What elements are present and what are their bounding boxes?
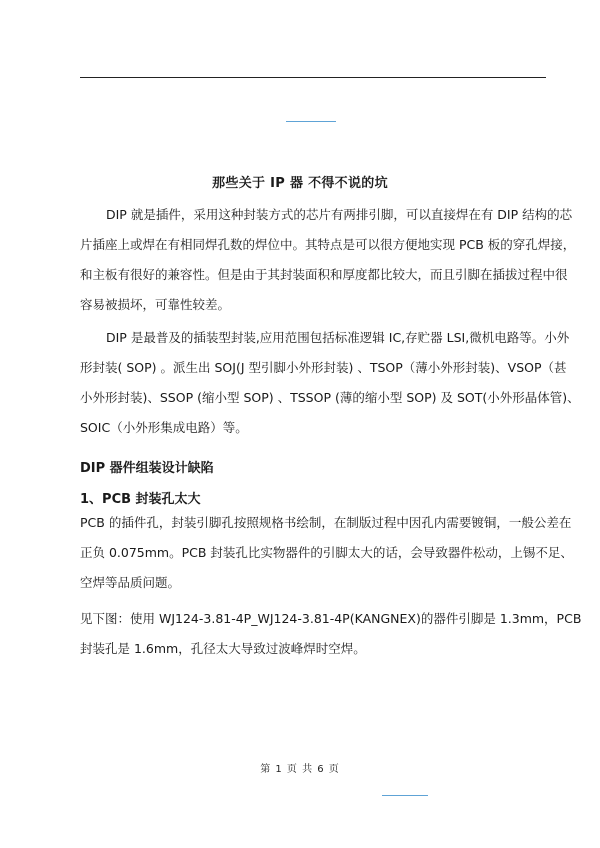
text-line: 形封装( SOP) 。派生出 SOJ(J 型引脚小外形封装) 、TSOP（薄小外形封装)、VSOP（甚 [80, 360, 567, 375]
text-line: 和主板有很好的兼容性。但是由于其封装面积和厚度都比较大，而且引脚在插拔过程中很 [80, 267, 568, 282]
header-accent-line [286, 121, 336, 122]
text-line: 正负 0.075mm。PCB 封装孔比实物器件的引脚太大的话，会导致器件松动，上锡不足、 [80, 545, 573, 560]
text-line: DIP 就是插件，采用这种封装方式的芯片有两排引脚，可以直接焊在有 DIP 结构的芯 [106, 207, 573, 222]
paragraph-pcb-hole [80, 508, 573, 598]
document-title: 那些关于 IP 器 不得不说的坑 [212, 176, 388, 191]
page-footer: 第 1 页 共 6 页 [260, 764, 340, 775]
text-line: 空焊等品质问题。 [80, 575, 181, 590]
text-line: DIP 是最普及的插装型封装,应用范围包括标准逻辑 IC,存贮器 LSI,微机电路等。小外 [106, 330, 570, 345]
paragraph-dip-packages [80, 323, 580, 443]
subsection-heading: 1、PCB 封装孔太大 [80, 492, 201, 507]
section-heading: DIP 器件组装设计缺陷 [80, 461, 214, 476]
text-line: SOIC（小外形集成电路）等。 [80, 420, 248, 435]
footer-accent-line [382, 795, 428, 796]
text-line: 片插座上或焊在有相同焊孔数的焊位中。其特点是可以很方便地实现 PCB 板的穿孔焊接， [80, 237, 576, 252]
header-rule [80, 77, 546, 78]
text-line: 小外形封装)、SSOP (缩小型 SOP) 、TSSOP (薄的缩小型 SOP) 及 SOT(小外形晶体管)、 [80, 390, 580, 405]
text-line: 容易被损坏，可靠性较差。 [80, 297, 231, 312]
text-line: 封装孔是 1.6mm，孔径太大导致过波峰焊时空焊。 [80, 641, 366, 656]
text-line: 见下图：使用 WJ124-3.81-4P_WJ124-3.81-4P(KANGNEX)的器件引脚是 1.3mm，PCB [80, 611, 582, 626]
paragraph-example [80, 604, 582, 664]
paragraph-dip-intro [80, 200, 576, 320]
text-line: PCB 的插件孔，封装引脚孔按照规格书绘制，在制版过程中因孔内需要镀铜，一般公差在 [80, 515, 572, 530]
